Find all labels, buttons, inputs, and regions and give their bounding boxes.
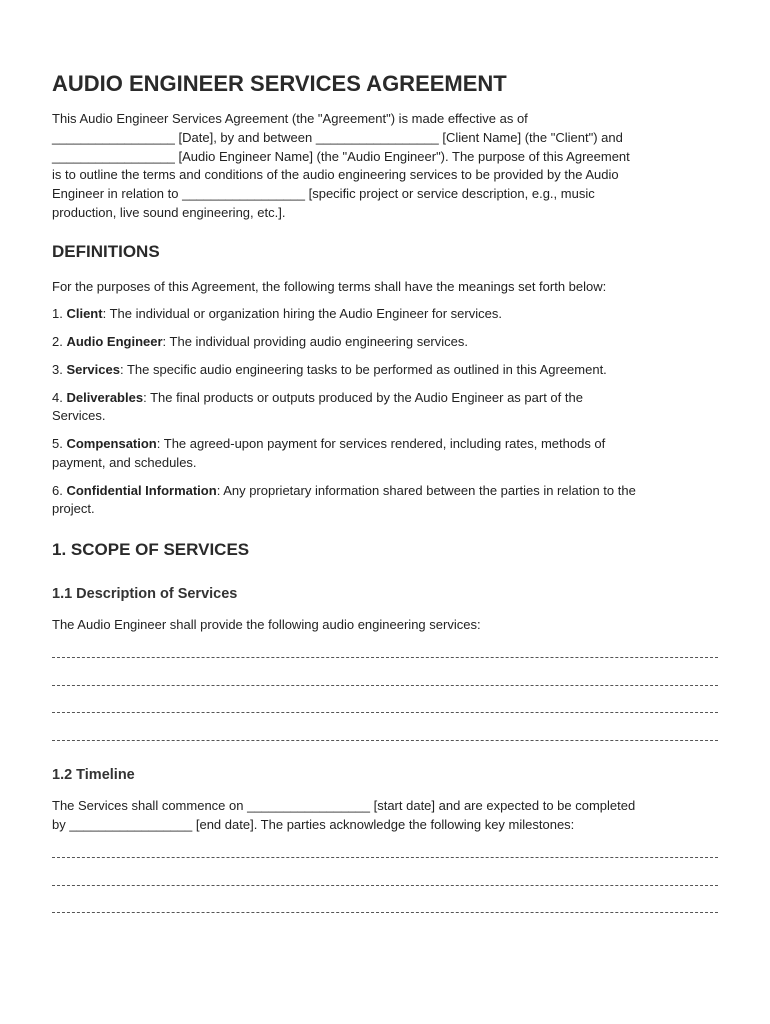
timeline-line: The Services shall commence on _________________ [start date] and are expected to be completed	[52, 798, 636, 813]
definitions-heading: DEFINITIONS	[52, 242, 160, 261]
item-number: 5.	[52, 436, 67, 451]
intro-line: Engineer in relation to _________________ [specific project or service description, e.g., music	[52, 186, 595, 201]
intro-line: _________________ [Audio Engineer Name] (the "Audio Engineer"). The purpose of this Agreement	[52, 149, 630, 164]
definitions-intro: For the purposes of this Agreement, the following terms shall have the meanings set forth below:	[52, 279, 607, 294]
scope-heading: 1. SCOPE OF SERVICES	[52, 540, 250, 559]
definition-text-continued: Services.	[52, 408, 106, 423]
intro-line: This Audio Engineer Services Agreement (the "Agreement") is made effective as of	[52, 111, 528, 126]
definition-text: : Any proprietary information shared between the parties in relation to the	[216, 483, 636, 498]
item-number: 4.	[52, 390, 67, 405]
definition-text-continued: payment, and schedules.	[52, 455, 197, 470]
description-heading: 1.1 Description of Services	[52, 586, 238, 602]
timeline-line: by _________________ [end date]. The parties acknowledge the following key milestones:	[52, 817, 575, 832]
intro-line: production, live sound engineering, etc.].	[52, 205, 286, 220]
definition-item	[52, 434, 605, 453]
item-number: 6.	[52, 483, 67, 498]
definition-term: Client	[66, 306, 103, 321]
item-number: 2.	[52, 334, 67, 349]
definition-item	[52, 481, 636, 500]
definition-item	[52, 360, 607, 379]
definition-term: Deliverables	[66, 390, 144, 405]
blank-line[interactable]	[52, 712, 718, 713]
document-title: AUDIO ENGINEER SERVICES AGREEMENT	[52, 71, 507, 96]
definition-text: : The individual or organization hiring the Audio Engineer for services.	[102, 306, 502, 321]
blank-line[interactable]	[52, 912, 718, 913]
blank-line[interactable]	[52, 657, 718, 658]
blank-line[interactable]	[52, 740, 718, 741]
blank-line[interactable]	[52, 885, 718, 886]
blank-line[interactable]	[52, 857, 718, 858]
definition-item	[52, 332, 468, 351]
timeline-heading: 1.2 Timeline	[52, 767, 135, 783]
definition-text: : The final products or outputs produced by the Audio Engineer as part of the	[143, 390, 583, 405]
item-number: 3.	[52, 362, 67, 377]
item-number: 1.	[52, 306, 67, 321]
definition-item	[52, 304, 502, 323]
definition-term: Compensation	[66, 436, 157, 451]
definition-item	[52, 388, 583, 407]
definition-text: : The specific audio engineering tasks to be performed as outlined in this Agreement.	[119, 362, 607, 377]
definition-term: Confidential Information	[66, 483, 217, 498]
definition-term: Audio Engineer	[66, 334, 163, 349]
definition-term: Services	[66, 362, 120, 377]
description-text: The Audio Engineer shall provide the following audio engineering services:	[52, 617, 481, 632]
intro-line: is to outline the terms and conditions of the audio engineering services to be provided by the Audio	[52, 167, 619, 182]
intro-line: _________________ [Date], by and between _________________ [Client Name] (the "Client") and	[52, 130, 623, 145]
definition-text: : The agreed-upon payment for services rendered, including rates, methods of	[156, 436, 606, 451]
blank-line[interactable]	[52, 685, 718, 686]
definition-text: : The individual providing audio engineering services.	[162, 334, 468, 349]
definition-text-continued: project.	[52, 501, 95, 516]
